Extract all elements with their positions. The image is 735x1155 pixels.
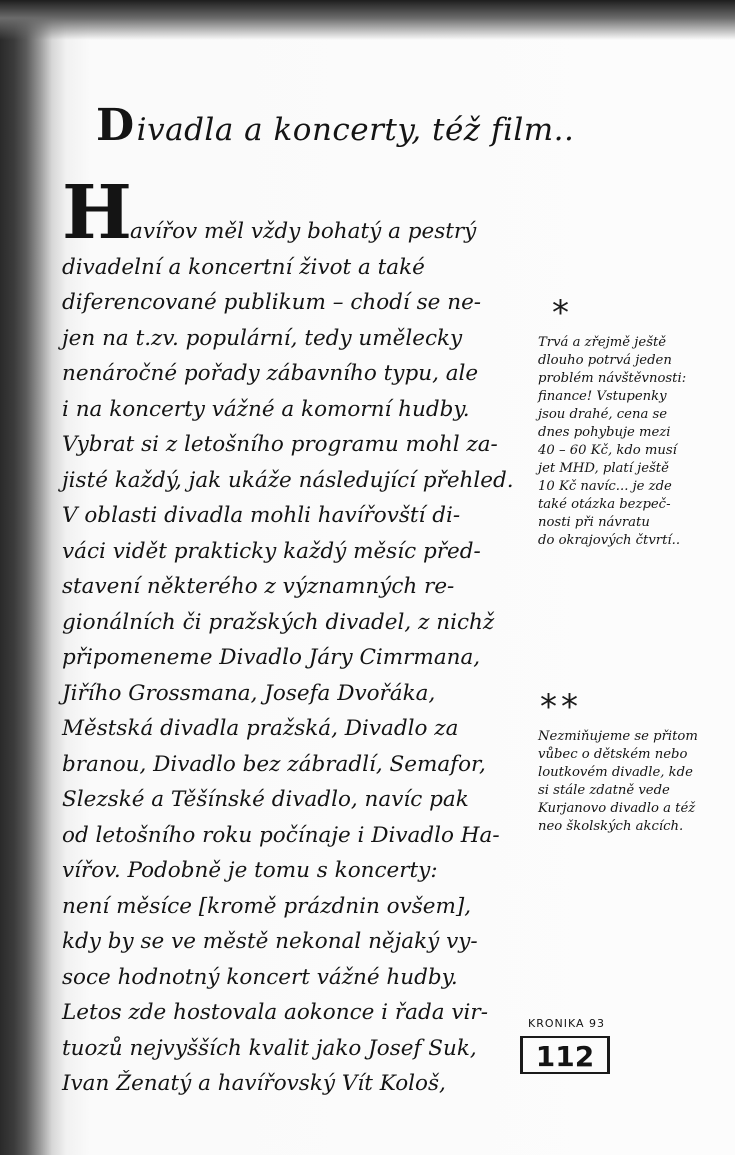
- note-line: Trvá a zřejmě ještě: [538, 335, 667, 350]
- main-line: avířov měl vždy bohatý a pestrý: [130, 219, 477, 244]
- note-line: problém návštěvnosti:: [538, 371, 687, 386]
- note-line: si stále zdatně vede: [538, 783, 670, 798]
- main-line: kdy by se ve městě nekonal nějaký vy-: [62, 929, 478, 954]
- main-line: není měsíce [kromě prázdnin ovšem],: [62, 893, 472, 919]
- main-line: tuozů nejvyšších kvalit jako Josef Suk,: [62, 1035, 477, 1061]
- page-title: [96, 100, 574, 151]
- main-line: stavení některého z významných re-: [62, 574, 455, 599]
- main-text: [62, 214, 532, 1102]
- main-line: od letošního roku počínaje i Divadlo Ha-: [62, 822, 500, 848]
- main-line: soce hodnotný koncert vážné hudby.: [62, 964, 458, 990]
- main-line: připomeneme Divadlo Járy Cimrmana,: [62, 645, 481, 670]
- title-initial: D: [96, 100, 135, 151]
- note-line: vůbec o dětském nebo: [538, 747, 688, 762]
- note-line: loutkovém divadle, kde: [538, 765, 693, 780]
- footnote-marker-2: **: [540, 687, 582, 727]
- note-line: Nezmiňujeme se přitom: [538, 729, 698, 744]
- main-line: Slezské a Těšínské divadlo, navíc pak: [62, 787, 469, 812]
- side-note-1: [538, 334, 728, 550]
- note-line: jsou drahé, cena se: [538, 407, 668, 422]
- main-line: gionálních či pražských divadel, z nichž: [62, 609, 495, 635]
- drop-cap-initial: H: [62, 170, 132, 256]
- main-line: váci vidět prakticky každý měsíc před-: [62, 538, 481, 564]
- note-line: 40 – 60 Kč, kdo musí: [538, 443, 677, 458]
- main-line: jen na t.zv. populární, tedy umělecky: [62, 325, 463, 351]
- note-line: dnes pohybuje mezi: [538, 425, 671, 440]
- main-line: jisté každý, jak ukáže následující přehled.: [62, 467, 514, 493]
- note-line: nosti při návratu: [538, 515, 650, 530]
- note-line: jet MHD, platí ještě: [538, 461, 669, 476]
- page-number: 112: [520, 1036, 610, 1074]
- main-line: Vybrat si z letošního programu mohl za-: [62, 432, 498, 457]
- main-line: Letos zde hostovala aokonce i řada vir-: [62, 1000, 488, 1025]
- main-line: V oblasti divadla mohli havířovští di-: [62, 503, 461, 528]
- main-line: divadelní a koncertní život a také: [62, 254, 425, 280]
- note-line: Kurjanovo divadlo a též: [538, 801, 696, 816]
- note-line: 10 Kč navíc... je zde: [538, 479, 672, 494]
- main-line: diferencované publikum – chodí se ne-: [62, 290, 482, 315]
- main-line: nenáročné pořady zábavního typu, ale: [62, 361, 479, 386]
- footnote-marker-1: *: [552, 293, 569, 333]
- main-line: vířov. Podobně je tomu s koncerty:: [62, 858, 438, 883]
- main-line: Jiřího Grossmana, Josefa Dvořáka,: [62, 680, 436, 706]
- main-line: i na koncerty vážné a komorní hudby.: [62, 396, 470, 422]
- main-line: branou, Divadlo bez zábradlí, Semafor,: [62, 751, 486, 777]
- title-text: ivadla a koncerty, též film..: [136, 112, 575, 148]
- note-line: finance! Vstupenky: [538, 389, 667, 404]
- chronicle-label: KRONIKA 93: [528, 1017, 606, 1030]
- note-line: dlouho potrvá jeden: [538, 353, 672, 368]
- main-line: Městská divadla pražská, Divadlo za: [62, 716, 459, 741]
- note-line: do okrajových čtvrtí..: [538, 533, 681, 548]
- note-line: také otázka bezpeč-: [538, 497, 671, 512]
- note-line: neo školských akcích.: [538, 819, 684, 834]
- side-note-2: [538, 728, 728, 836]
- main-line: Ivan Ženatý a havířovský Vít Kološ,: [62, 1071, 446, 1096]
